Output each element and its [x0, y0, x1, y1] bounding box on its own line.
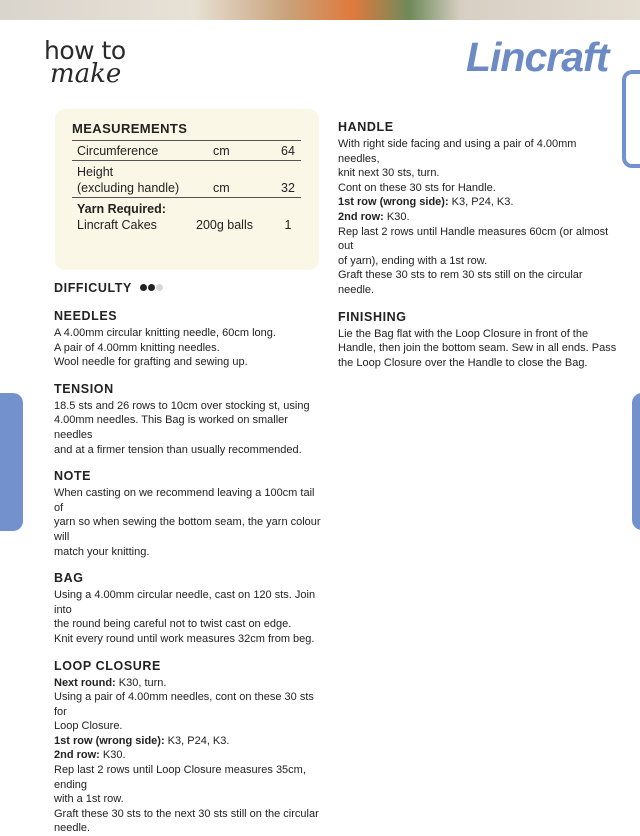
yarn-label: Lincraft Cakes	[77, 218, 157, 232]
measurements-box	[55, 109, 319, 270]
measurements-title: MEASUREMENTS	[72, 121, 301, 136]
how-to-make-logo	[44, 38, 126, 87]
text-line: with a 1st row.	[54, 792, 324, 807]
text-line: match your knitting.	[54, 545, 324, 560]
yarn-required-title: Yarn Required:	[77, 202, 166, 216]
measurement-row-circumference	[72, 144, 301, 163]
height-sublabel: (excluding handle)	[77, 181, 179, 195]
difficulty-dot-empty	[156, 284, 163, 291]
text-line: A 4.00mm circular knitting needle, 60cm long.	[54, 326, 324, 341]
text-line: Handle, then join the bottom seam. Sew in all ends. Pass	[338, 341, 618, 356]
text-line: Lie the Bag flat with the Loop Closure in front of the	[338, 327, 618, 342]
text-line: Rep last 2 rows until Handle measures 60cm (or almost out	[338, 225, 618, 254]
text-line: Cont on these 30 sts for Handle.	[338, 181, 618, 196]
needles-text	[54, 326, 324, 370]
text-line: 4.00mm needles. This Bag is worked on smaller needles	[54, 413, 324, 442]
text-line: Loop Closure.	[54, 719, 324, 734]
left-column	[54, 280, 324, 836]
measurement-row-yarn	[72, 202, 301, 242]
note-text	[54, 486, 324, 559]
side-tab-left	[0, 393, 23, 531]
side-tab-right-top	[622, 70, 640, 168]
text-line: knit next 30 sts, turn.	[338, 166, 618, 181]
text-line	[54, 676, 324, 691]
difficulty-dot-filled	[140, 284, 147, 291]
finishing-text	[338, 327, 618, 371]
text-line: Using a pair of 4.00mm needles, cont on these 30 sts for	[54, 690, 324, 719]
tension-text	[54, 399, 324, 457]
row-label: 2nd row:	[54, 749, 100, 761]
row-instruction: K30.	[384, 211, 410, 223]
text-line: Graft these 30 sts to the next 30 sts still on the circular	[54, 807, 324, 822]
loop-closure-title: LOOP CLOSURE	[54, 659, 324, 673]
text-line: 18.5 sts and 26 rows to 10cm over stocking st, using	[54, 399, 324, 414]
text-line: Using a 4.00mm circular needle, cast on 120 sts. Join into	[54, 588, 324, 617]
measurement-row-height	[72, 165, 301, 201]
text-line: Wool needle for grafting and sewing up.	[54, 355, 324, 370]
text-line	[54, 748, 324, 763]
text-line: and at a firmer tension than usually recommended.	[54, 443, 324, 458]
needles-title: NEEDLES	[54, 309, 324, 323]
finishing-title: FINISHING	[338, 310, 618, 324]
howto-line2: make	[50, 61, 126, 87]
height-label: Height	[77, 165, 113, 179]
text-line: the round being careful not to twist cast on edge.	[54, 617, 324, 632]
height-value: 32	[273, 181, 303, 195]
text-line: of yarn), ending with a 1st row.	[338, 254, 618, 269]
bag-text	[54, 588, 324, 646]
text-line: yarn so when sewing the bottom seam, the yarn colour will	[54, 515, 324, 544]
right-column	[338, 120, 618, 370]
difficulty-section	[54, 280, 324, 295]
row-label: 2nd row:	[338, 211, 384, 223]
text-line: A pair of 4.00mm knitting needles.	[54, 341, 324, 356]
circumference-unit: cm	[213, 144, 230, 158]
yarn-value: 1	[273, 218, 303, 232]
text-line: the Loop Closure over the Handle to close the Bag.	[338, 356, 618, 371]
text-line: Knit every round until work measures 32cm from beg.	[54, 632, 324, 647]
row-instruction: K3, P24, K3.	[165, 735, 230, 747]
height-unit: cm	[213, 181, 230, 195]
howto-line1: how to	[44, 38, 126, 63]
row-instruction: K30.	[100, 749, 126, 761]
note-title: NOTE	[54, 469, 324, 483]
text-line: Rep last 2 rows until Loop Closure measures 35cm, ending	[54, 763, 324, 792]
tension-title: TENSION	[54, 382, 324, 396]
row-label: 1st row (wrong side):	[338, 196, 449, 208]
circumference-value: 64	[273, 144, 303, 158]
text-line	[338, 210, 618, 225]
text-line	[338, 195, 618, 210]
handle-text	[338, 137, 618, 298]
bag-title: BAG	[54, 571, 324, 585]
yarn-unit: 200g balls	[196, 218, 253, 232]
difficulty-rating	[140, 280, 164, 294]
side-tab-right-mid	[632, 393, 640, 530]
difficulty-label: DIFFICULTY	[54, 281, 132, 295]
text-line: Graft these 30 sts to rem 30 sts still on the circular needle.	[338, 268, 618, 297]
text-line: needle.	[54, 821, 324, 836]
difficulty-dot-filled	[148, 284, 155, 291]
text-line: With right side facing and using a pair of 4.00mm needles,	[338, 137, 618, 166]
divider	[72, 140, 301, 141]
row-instruction: K30, turn.	[116, 677, 167, 689]
text-line: When casting on we recommend leaving a 100cm tail of	[54, 486, 324, 515]
row-label: Next round:	[54, 677, 116, 689]
row-label: 1st row (wrong side):	[54, 735, 165, 747]
brand-logo: Lincraft	[466, 34, 608, 81]
handle-title: HANDLE	[338, 120, 618, 134]
row-instruction: K3, P24, K3.	[449, 196, 514, 208]
circumference-label: Circumference	[77, 144, 158, 158]
text-line	[54, 734, 324, 749]
header-photo-strip	[0, 0, 640, 20]
loop-closure-text	[54, 676, 324, 836]
